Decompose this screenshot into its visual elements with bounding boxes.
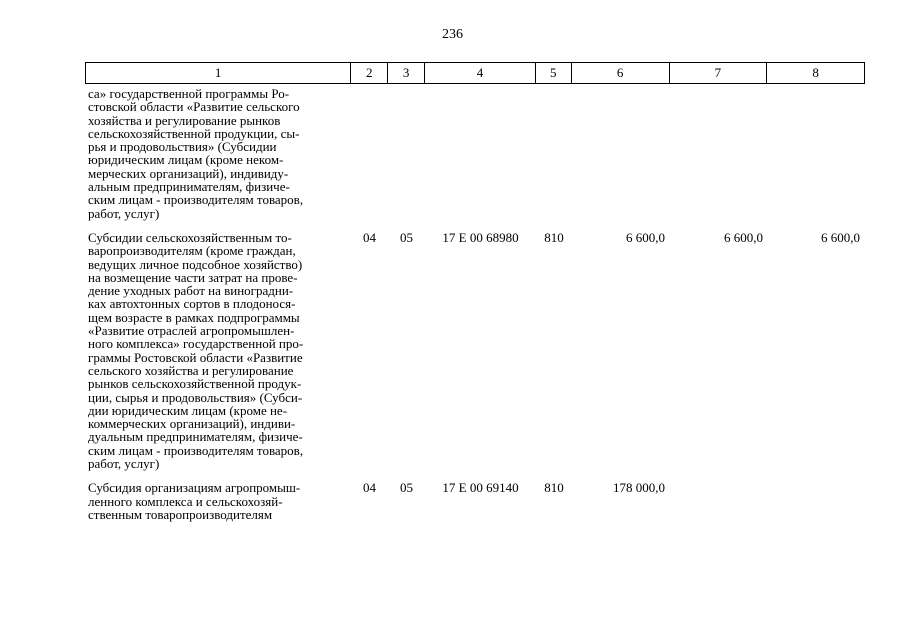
desc-line: коммерческих организаций), индиви- [88,416,296,432]
header-col-4: 4 [425,63,536,83]
table-header-row [85,62,865,84]
desc-line: дии юридическим лицам (кроме не- [88,402,288,418]
cell-section: 04 [363,229,376,245]
header-col-8: 8 [812,65,819,80]
cell-expense-type: 810 [544,229,564,245]
desc-line: ленного комплекса и сельскохозяй- [88,493,283,509]
desc-line: юридическим лицам (кроме неком- [88,152,284,168]
header-col-5: 5 [536,63,572,83]
cell-amount-2 [670,481,768,521]
table-row [85,87,865,220]
desc-line: сельского хозяйства и регулирование [88,362,294,378]
desc-line: хозяйства и регулирование рынков [88,112,281,128]
desc-line: альным предпринимателям, физиче- [88,179,290,195]
row-description [85,87,351,220]
cell-target-article: 17 Е 00 69140 [442,480,519,496]
desc-line: работ, услуг) [88,456,160,472]
cell-expense-type [536,87,572,220]
desc-line: рынков сельскохозяйственной продук- [88,376,302,392]
row-description [85,231,351,470]
cell-expense-type: 810 [544,480,564,496]
budget-table [85,62,865,521]
table-row [85,231,865,470]
desc-line: ведущих личное подсобное хозяйство) [88,256,303,272]
header-col-3: 3 [388,63,425,83]
header-col-6: 6 [572,63,670,83]
desc-line: на возмещение части затрат на прове- [88,269,298,285]
cell-subsection: 05 [400,480,413,496]
header-col-7: 7 [670,63,768,83]
cell-amount-3 [768,87,865,220]
cell-amount-1: 178 000,0 [613,480,665,496]
table-row [85,481,865,521]
desc-line: ским лицам - производителям товаров, [88,192,304,208]
desc-line: ским лицам - производителям товаров, [88,442,304,458]
cell-amount-1: 6 600,0 [626,229,665,245]
cell-subsection [388,87,425,220]
desc-line: Субсидия организациям агропромыш- [88,480,301,496]
desc-line: ции, сырья и продовольствия» (Субси- [88,389,303,405]
cell-amount-3 [768,481,865,521]
desc-line: дение уходных работ на виноградни- [88,283,294,299]
cell-target-article: 17 Е 00 68980 [442,229,519,245]
cell-section [351,87,388,220]
desc-line: «Развитие отраслей агропромышлен- [88,323,295,339]
desc-line: ного комплекса» государственной про- [88,336,304,352]
desc-line: ках автохтонных сортов в плодонося- [88,296,296,312]
desc-line: мерческих организаций), индивиду- [88,165,289,181]
desc-line: сельскохозяйственной продукции, сы- [88,125,300,141]
desc-line: варопроизводителям (кроме граждан, [88,243,296,259]
desc-line: работ, услуг) [88,205,160,221]
page-number: 236 [442,27,463,42]
header-col-1: 1 [86,63,351,83]
desc-line: дуальным предпринимателям, физиче- [88,429,303,445]
desc-line: граммы Ростовской области «Развитие [88,349,303,365]
cell-section: 04 [363,480,376,496]
desc-line: са» государственной программы Ро- [88,86,290,101]
desc-line: рья и продовольствия» (Субсидии [88,139,277,155]
cell-subsection: 05 [400,229,413,245]
cell-amount-3: 6 600,0 [821,229,860,245]
cell-target-article [425,87,536,220]
cell-amount-2 [670,87,768,220]
desc-line: стовской области «Развитие сельского [88,99,300,115]
desc-line: щем возрасте в рамках подпрограммы [88,309,300,325]
row-description [85,481,351,521]
desc-line: Субсидии сельскохозяйственным то- [88,229,292,245]
cell-amount-1 [572,87,670,220]
cell-amount-2: 6 600,0 [724,229,763,245]
desc-line: ственным товаропроизводителям [88,506,273,522]
header-col-2: 2 [351,63,388,83]
